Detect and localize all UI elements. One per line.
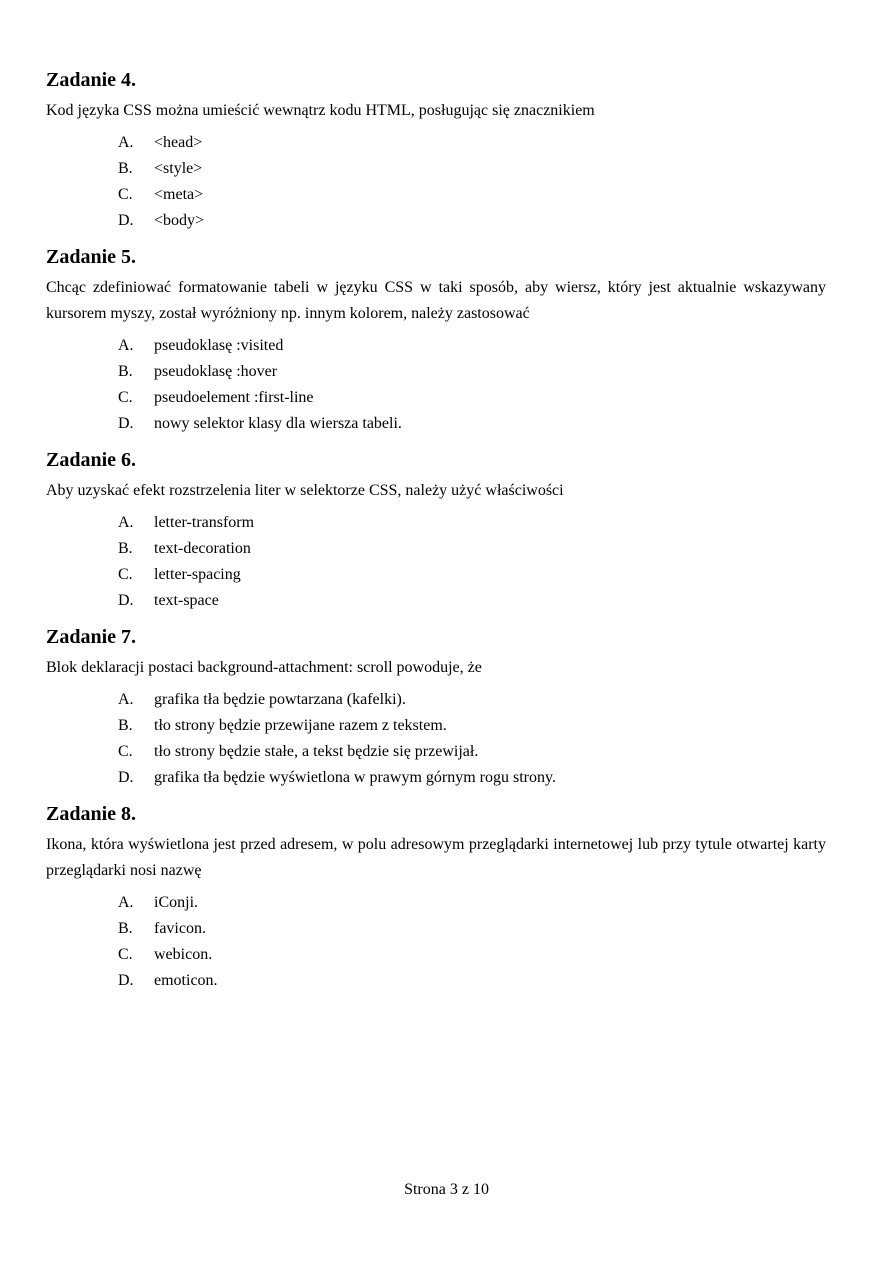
option-letter: B. — [118, 717, 133, 734]
answer-options — [46, 333, 826, 437]
option-letter: A. — [118, 134, 134, 151]
option-text: favicon. — [154, 920, 206, 937]
task-question: Blok deklaracji postaci background-attachment: scroll powoduje, że — [46, 659, 482, 676]
option-letter: B. — [118, 920, 133, 937]
option-letter: B. — [118, 540, 133, 557]
task-question: Chcąc zdefiniować formatowanie tabeli w języku CSS w taki sposób, aby wiersz, który jest aktualnie wskazywany kursorem myszy, został wyróżniony np. innym kolorem, należy zastosować — [46, 279, 826, 322]
option-letter: D. — [118, 592, 134, 609]
answer-option — [118, 968, 826, 994]
answer-option — [118, 208, 826, 234]
task-question: Kod języka CSS można umieścić wewnątrz kodu HTML, posługując się znacznikiem — [46, 102, 595, 119]
option-text: <head> — [154, 134, 203, 151]
option-text: pseudoklasę :hover — [154, 363, 278, 380]
answer-option — [118, 713, 826, 739]
task-title: Zadanie 8. — [46, 803, 137, 825]
option-text: webicon. — [154, 946, 213, 963]
answer-option — [118, 182, 826, 208]
task-5 — [46, 243, 826, 437]
option-letter: A. — [118, 894, 134, 911]
option-text: pseudoklasę :visited — [154, 337, 284, 354]
task-question: Aby uzyskać efekt rozstrzelenia liter w selektorze CSS, należy użyć właściwości — [46, 482, 564, 499]
option-text: letter-transform — [154, 514, 255, 531]
answer-options — [46, 130, 826, 234]
answer-option — [118, 588, 826, 614]
option-text: <style> — [154, 160, 203, 177]
answer-option — [118, 130, 826, 156]
option-text: tło strony będzie stałe, a tekst będzie się przewijał. — [154, 743, 479, 760]
option-letter: C. — [118, 743, 133, 760]
task-6 — [46, 446, 826, 614]
answer-option — [118, 510, 826, 536]
option-text: emoticon. — [154, 972, 218, 989]
task-7 — [46, 623, 826, 791]
answer-option — [118, 156, 826, 182]
option-letter: A. — [118, 691, 134, 708]
option-text: grafika tła będzie wyświetlona w prawym górnym rogu strony. — [154, 769, 556, 786]
answer-option — [118, 359, 826, 385]
option-letter: B. — [118, 363, 133, 380]
option-text: text-space — [154, 592, 219, 609]
task-question: Ikona, która wyświetlona jest przed adresem, w polu adresowym przeglądarki internetowej lub przy tytule otwartej karty przeglądarki nosi nazwę — [46, 836, 826, 879]
option-letter: D. — [118, 972, 134, 989]
option-text: nowy selektor klasy dla wiersza tabeli. — [154, 415, 402, 432]
option-letter: C. — [118, 186, 133, 203]
option-letter: C. — [118, 946, 133, 963]
option-letter: B. — [118, 160, 133, 177]
option-letter: D. — [118, 769, 134, 786]
answer-option — [118, 333, 826, 359]
option-text: text-decoration — [154, 540, 251, 557]
option-letter: A. — [118, 337, 134, 354]
option-text: tło strony będzie przewijane razem z tekstem. — [154, 717, 447, 734]
answer-option — [118, 687, 826, 713]
answer-options — [46, 890, 826, 994]
answer-option — [118, 890, 826, 916]
exam-page — [46, 66, 826, 1003]
option-letter: A. — [118, 514, 134, 531]
task-8 — [46, 800, 826, 994]
option-text: iConji. — [154, 894, 199, 911]
answer-option — [118, 739, 826, 765]
answer-options — [46, 687, 826, 791]
task-title: Zadanie 5. — [46, 246, 137, 268]
answer-option — [118, 942, 826, 968]
answer-option — [118, 411, 826, 437]
answer-option — [118, 765, 826, 791]
task-title: Zadanie 6. — [46, 449, 137, 471]
answer-option — [118, 916, 826, 942]
answer-option — [118, 536, 826, 562]
page-number: Strona 3 z 10 — [404, 1181, 489, 1198]
option-text: pseudoelement :first-line — [154, 389, 314, 406]
option-text: grafika tła będzie powtarzana (kafelki). — [154, 691, 406, 708]
option-letter: C. — [118, 566, 133, 583]
option-letter: D. — [118, 212, 134, 229]
option-text: <meta> — [154, 186, 204, 203]
answer-option — [118, 385, 826, 411]
option-text: letter-spacing — [154, 566, 241, 583]
task-title: Zadanie 4. — [46, 69, 137, 91]
option-letter: C. — [118, 389, 133, 406]
answer-option — [118, 562, 826, 588]
task-4 — [46, 66, 826, 234]
option-letter: D. — [118, 415, 134, 432]
option-text: <body> — [154, 212, 205, 229]
answer-options — [46, 510, 826, 614]
task-title: Zadanie 7. — [46, 626, 137, 648]
